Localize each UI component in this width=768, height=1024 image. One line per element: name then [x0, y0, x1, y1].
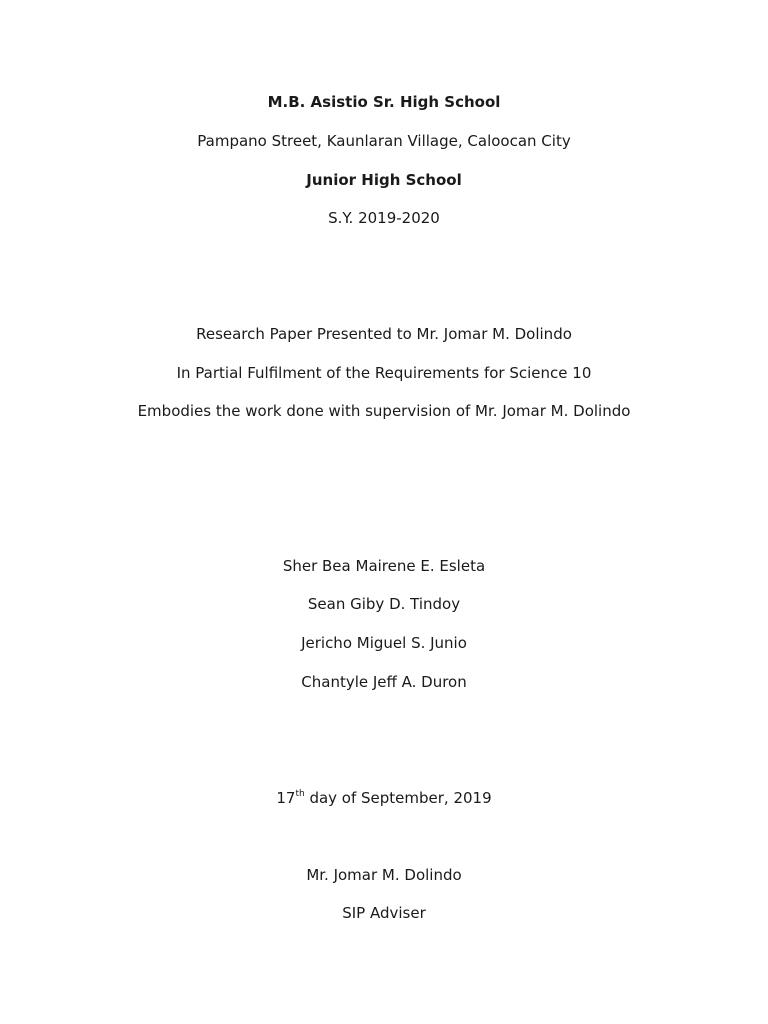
submission-date — [0, 788, 768, 808]
supervision-line: Embodies the work done with supervision of Mr. Jomar M. Dolindo — [137, 402, 631, 420]
author-name: Chantyle Jeff A. Duron — [301, 673, 467, 691]
requirement-line: In Partial Fulfilment of the Requirements for Science 10 — [176, 364, 592, 382]
author-name: Sher Bea Mairene E. Esleta — [282, 557, 486, 575]
adviser-title: SIP Adviser — [342, 904, 426, 922]
author-name: Jericho Miguel S. Junio — [301, 634, 467, 652]
date-ordinal: th — [295, 789, 305, 799]
school-address: Pampano Street, Kaunlaran Village, Caloocan City — [197, 132, 571, 150]
date-rest: day of September, 2019 — [304, 789, 492, 807]
date-day: 17 — [276, 789, 296, 807]
school-year: S.Y. 2019-2020 — [328, 209, 440, 227]
author-name: Sean Giby D. Tindoy — [307, 595, 461, 613]
school-name: M.B. Asistio Sr. High School — [267, 93, 501, 111]
presented-to-line: Research Paper Presented to Mr. Jomar M. Dolindo — [196, 325, 572, 343]
adviser-name: Mr. Jomar M. Dolindo — [306, 866, 462, 884]
department-name: Junior High School — [306, 171, 462, 189]
